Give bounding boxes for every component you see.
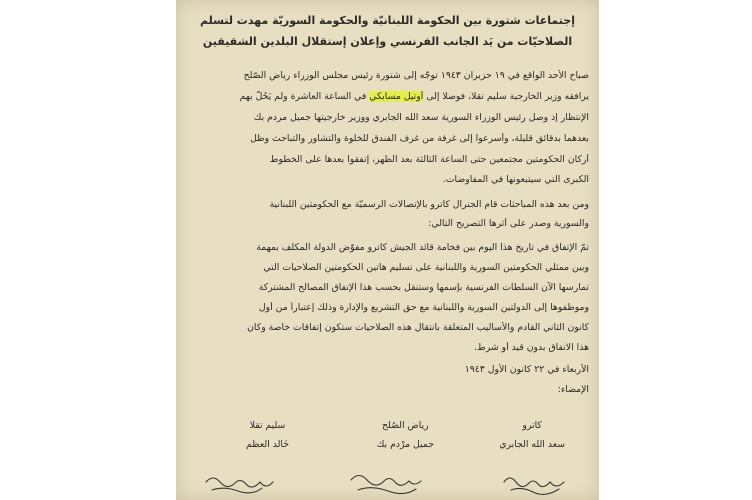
paragraph2-line: والسورية وصدر على أثرها التصريح التالي: <box>428 218 589 229</box>
signatory-right <box>499 420 565 450</box>
declaration-line: كانون الثاني القادم والأساليب المتعلقة بانتقال هذه الصلاحيات ستكون إتفاقات خاصة وكان <box>247 322 589 333</box>
signatory-name: رياض الصُلح <box>382 420 429 431</box>
paragraph1-line-with-highlight <box>186 91 589 102</box>
paragraph1-line: بعدهما بدقائق قليلة، وأسرعوا إلى غرفة من غرف الفندق للخلوة والتشاور والتباحث وظل <box>250 133 589 144</box>
signatures-block <box>186 420 589 500</box>
paragraph1-line: الكبرى التي سيتبعونها في المفاوضات. <box>442 174 589 185</box>
signatory-name: جميل مرْدم بك <box>376 439 434 450</box>
declaration-line: وبين ممثلي الحكومتين السورية واللبنانية على تسليم هاتين الحكومتين الصلاحيات التي <box>263 262 589 273</box>
paragraph1-line: صباح الأحد الواقع في ١٩ حزيران ١٩٤٣ توجّه إلى شتورة رئيس مجلس الوزراء رياض الصّلح <box>243 70 589 81</box>
handwritten-signatures <box>186 470 589 500</box>
signatory-name: سعد الله الجابري <box>499 439 565 450</box>
declaration-line: تمارسها الآن السلطات الفرنسية بإسمها وستنقل بحسب هذا الإتفاق المصالح المشتركة <box>258 282 589 293</box>
paragraph2-line: ومن بعد هذه المباحثات قام الجنرال كاترو بالإتصالات الرسميّة مع الحكومتين اللبنانية <box>269 199 589 210</box>
signatures-label: الإمضاء: <box>557 384 589 395</box>
highlighted-hotel-name: أوتيل مسابكي <box>369 91 424 102</box>
declaration-line: هذا الاتفاق بدون قيد أو شرط. <box>474 342 589 353</box>
signatory-center <box>377 420 434 450</box>
paragraph1-text: يرافقه وزير الخارجية سليم تقلا، فوصلا إلى <box>426 91 589 102</box>
signatory-name: سليم تقلا <box>249 420 286 431</box>
document-title-line-1: إجتماعات شتورة بين الحكومة اللبنانيّة والحكومة السوريّة مهدت لتسلم <box>200 14 575 27</box>
paragraph1-line: أركان الحكومتين مجتمعين حتى الساعة الثالثة بعد الظهر، إتفقوا بعدها على الخطوط <box>269 154 589 165</box>
signatory-name: كاترو <box>522 420 542 431</box>
paragraph1-text: في الساعة العاشرة ولم يَحُلّ بهم <box>239 91 367 102</box>
declaration-line: تمّ الإتفاق في تاريخ هذا اليوم بين فخامة قائد الجيش كاترو مفوّض الدولة المكلف بمهمة <box>256 242 589 253</box>
document-page <box>176 0 599 500</box>
signatory-left <box>246 420 289 450</box>
declaration-line: وموظفوها إلى الدولتين السورية واللبنانية مع حق التشريع والإدارة وذلك إعتباراً من أول <box>258 302 589 313</box>
date-line: الأربعاء في ٢٢ كانون الأول ١٩٤٣ <box>464 364 589 375</box>
paragraph1-line: الإنتظار إذ وصل رئيس الوزراء السورية سعد الله الجابري ووزير خارجيتها جميل مردم بك <box>253 112 589 123</box>
signatory-name: خَالد العظم <box>246 439 289 450</box>
document-title-line-2: الصلاحيّات من يَد الجانب الفرنسي وإعلان إستقلال البلدين الشقيقين <box>202 35 573 48</box>
